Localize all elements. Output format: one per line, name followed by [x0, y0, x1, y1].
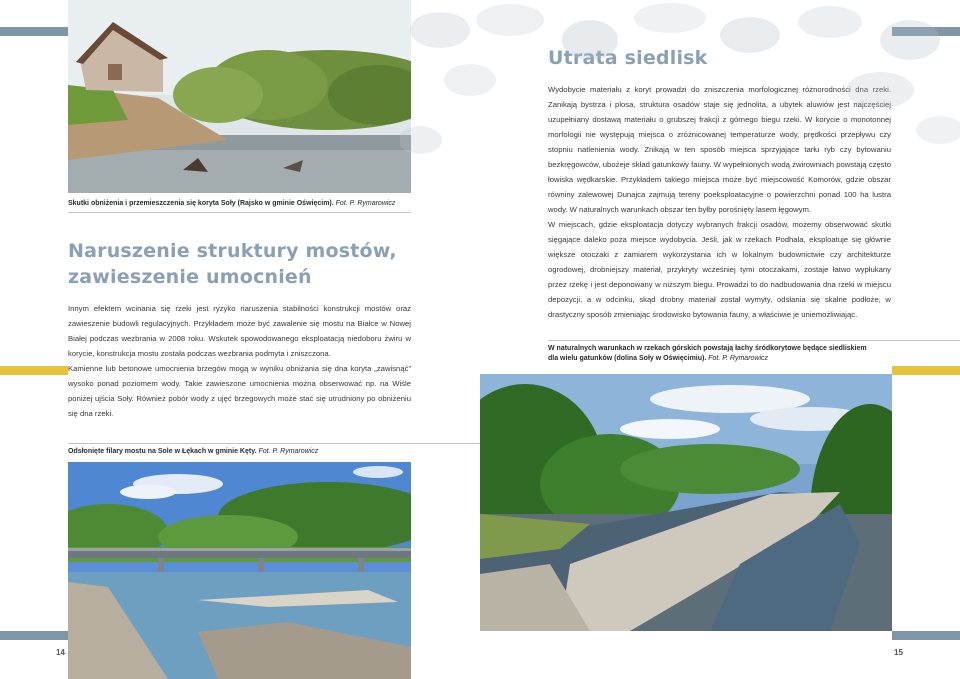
paragraph: Innym efektem wcinania się rzeki jest ryzyko naruszenia stabilności konstrukcji mostów oraz zawieszenie budowli regulacyjnych. Przykładem może być zawalenie się mostu na Białce w Nowej Białej podczas wezbrania w 2008 roku. Wskutek spowodowanego eksploatacją niedoboru żwiru w korycie, konstrukcja mostu została podczas wezbrania podmyta i zniszczona. — [68, 304, 411, 358]
paragraph: W miejscach, gdzie eksploatacja dotyczy wybranych frakcji osadów, możemy obserwować skutki sięgające daleko poza miejsce wydobycia. Jeśli, jak w rzekach Podhala, eksploatuje się głównie większe otoczaki z zamiarem wykorzystania ich w lokalnym budownictwie czy architekturze ogrodowej, drobniejszy materiał, przykryty wcześniej tymi otoczakami, zostaje łatwo wypłukany przez rzekę i jest deponowany w niższym biegu. Prowadzi to do nadbudowania dna rzeki w miejscu depozycji, a w odcinku, skąd drobny materiał został wymyty, odsłania się skalne podłoże, w drastyczny sposób zmieniając środowisko bytowania fauny, a właściwie je uniemożliwiając. — [548, 220, 891, 319]
heading-line-2: zawieszenie umocnień — [68, 266, 312, 288]
slate-bar-bottom-left — [0, 631, 68, 640]
caption-rule — [548, 340, 960, 341]
right-page — [480, 0, 960, 679]
gold-bar-left — [0, 366, 68, 375]
paragraph: Kamienne lub betonowe umocnienia brzegów mogą w wyniku obniżania się dna koryta „zawisnąć” wysoko ponad poziomem wody. Takie zawieszone umocnienia można obserwować np. na Wiśle poniżej ujścia Soły. Również pobór wody z ujęć brzegowych może stać się utrudniony po obniżeniu się dna rzeki. — [68, 364, 411, 418]
photo-river-bar-caption — [548, 344, 891, 364]
photo-river-gravel-bars — [480, 374, 892, 631]
section-heading-habitat-loss: Utrata siedlisk — [548, 47, 708, 69]
photo-credit: Fot. P. Rymarowicz — [708, 355, 769, 362]
habitat-body-text — [548, 82, 891, 322]
heading-line-1: Naruszenie struktury mostów, — [68, 240, 397, 262]
photo-credit: Fot. P. Rymarowicz — [335, 200, 396, 207]
photo-bridge-caption — [68, 447, 411, 457]
caption-text: Skutki obniżenia i przemieszczenia się koryta Soły (Rajsko w gminie Oświęcim). — [68, 200, 334, 207]
slate-bar-top-left — [0, 27, 68, 36]
photo-eroded-riverbank-caption — [68, 199, 411, 209]
paragraph: Wydobycie materiału z koryt prowadzi do zniszczenia morfologicznej różnorodności dna rzeki. Zanikają bystrza i plosa, struktura osadów staje się jednolita, a ubytek aluwiów jest najczęściej uzupełniany dostawą materiału o grubszej frakcji z górnego biegu rzeki. W korycie o monotonnej morfologii nie występują miejsca o zróżnicowanej temperaturze wody, prędkości przepływu czy stopniu natlenienia wody. Znikają w ten sposób miejsca sprzyjające tarłu ryb czy bytowaniu bezkręgowców, ubożeje skład gatunkowy fauny. W wypełnionych wodą żwirowniach powstają często łowiska wędkarskie. Przykładem takiego miejsca może być miejscowość Komorów, gdzie obszar równiny zalewowej Dunajca zajmują tereny poeksploatacyjne o powierzchni ponad 100 ha lustra wody. W naturalnych warunkach obszar ten byłby porośnięty lasem łęgowym. — [548, 85, 891, 214]
section-heading-bridges — [68, 238, 468, 290]
slate-bar-top-right — [892, 27, 960, 36]
caption-line-1: W naturalnych warunkach w rzekach górskich powstają łachy śródkorytowe będące siedliskiem — [548, 345, 867, 352]
caption-rule — [68, 443, 480, 444]
caption-rule — [68, 212, 411, 213]
gold-bar-right — [892, 366, 960, 375]
photo-bridge-piers — [68, 462, 411, 679]
caption-line-2: dla wielu gatunków (dolina Soły w Oświęcimiu). — [548, 355, 707, 362]
caption-text: Odsłonięte filary mostu na Sole w Łękach w gminie Kęty. — [68, 448, 257, 455]
page-number-left: 14 — [56, 648, 65, 657]
photo-credit: Fot. P. Rymarowicz — [258, 448, 319, 455]
slate-bar-bottom-right — [892, 631, 960, 640]
page-number-right: 15 — [894, 648, 903, 657]
photo-eroded-riverbank — [68, 0, 411, 193]
bridges-body-text — [68, 301, 411, 421]
